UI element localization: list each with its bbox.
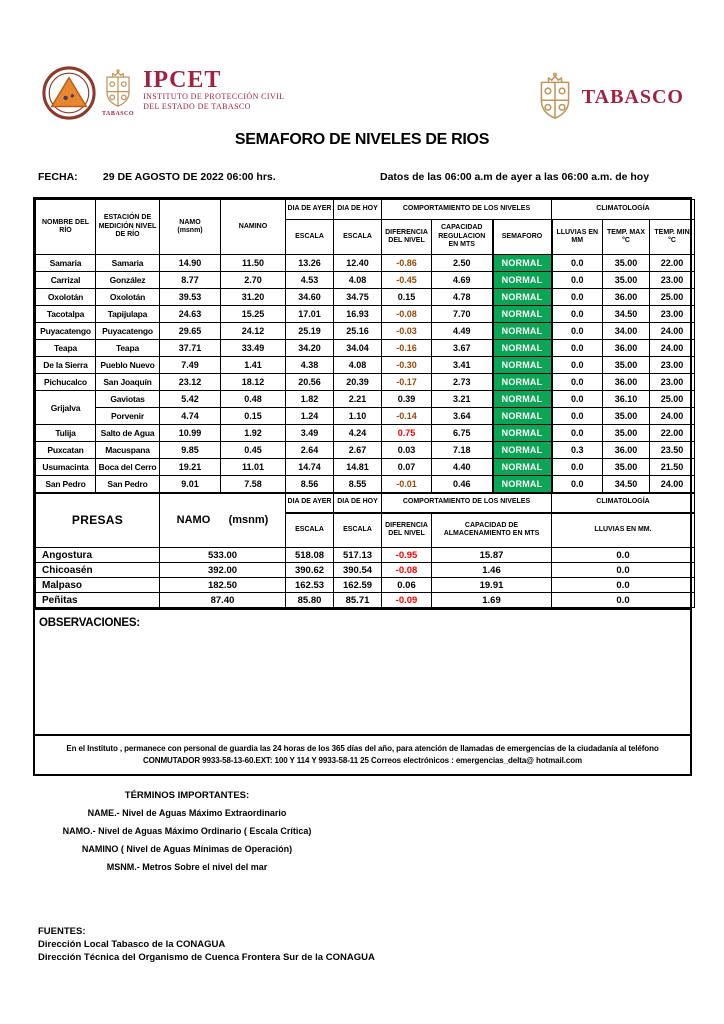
tabasco-brand	[536, 72, 684, 122]
namino-cell: 24.12	[221, 323, 286, 340]
dam-namo-cell: 533.00	[160, 548, 286, 563]
dams-col-storage-capacity: CAPACIDAD DE ALMACENAMIENTO EN MTS	[432, 513, 552, 548]
proteccion-civil-emblem-icon	[42, 66, 96, 120]
observations-box	[35, 608, 690, 734]
station-cell: San Joaquín	[96, 374, 160, 391]
river-row	[36, 459, 695, 476]
masthead	[42, 66, 694, 128]
river-name-cell: Pichucalco	[36, 374, 96, 391]
dam-row	[36, 578, 695, 593]
dam-name-cell: Chicoasén	[36, 563, 160, 578]
page-title: SEMAFORO DE NIVELES DE RIOS	[234, 131, 490, 148]
col-semaphore: SEMAFORO	[493, 220, 552, 255]
date-range-note: Datos de las 06:00 a.m de ayer a las 06:00 a.m. de hoy	[380, 171, 650, 183]
rain-cell: 0.0	[552, 357, 603, 374]
rain-cell: 0.0	[552, 408, 603, 425]
namino-cell: 1.41	[221, 357, 286, 374]
scale-today-cell: 8.55	[334, 476, 382, 493]
scale-yesterday-cell: 1.24	[286, 408, 334, 425]
temp-max-cell: 35.00	[603, 272, 650, 289]
temp-max-cell: 36.00	[603, 442, 650, 459]
col-group-climate: CLIMATOLOGÍA	[552, 200, 695, 220]
temp-min-cell: 23.00	[650, 374, 695, 391]
col-group-behavior: COMPORTAMIENTO DE LOS NIVELES	[382, 200, 552, 220]
col-temp-min: TEMP. MIN °C	[650, 220, 695, 255]
date-row	[38, 171, 692, 183]
namo-cell: 9.01	[160, 476, 221, 493]
scale-yesterday-cell: 20.56	[286, 374, 334, 391]
river-row	[36, 391, 695, 408]
rain-cell: 0.3	[552, 442, 603, 459]
dam-rain-cell: 0.0	[552, 578, 695, 593]
scale-today-cell: 4.08	[334, 357, 382, 374]
river-name-cell: Puyacatengo	[36, 323, 96, 340]
namo-cell: 10.99	[160, 425, 221, 442]
temp-min-cell: 23.00	[650, 306, 695, 323]
dam-level-diff-cell: -0.08	[382, 563, 432, 578]
dam-rain-cell: 0.0	[552, 548, 695, 563]
rain-cell: 0.0	[552, 272, 603, 289]
rain-cell: 0.0	[552, 459, 603, 476]
temp-min-cell: 25.00	[650, 289, 695, 306]
river-name-cell: Tacotalpa	[36, 306, 96, 323]
temp-min-cell: 21.50	[650, 459, 695, 476]
river-row	[36, 374, 695, 391]
station-cell: Porvenir	[96, 408, 160, 425]
observations-label: OBSERVACIONES:	[39, 617, 140, 629]
regulation-capacity-cell: 4.78	[432, 289, 493, 306]
namino-cell: 11.01	[221, 459, 286, 476]
scale-today-cell: 4.24	[334, 425, 382, 442]
regulation-capacity-cell: 3.41	[432, 357, 493, 374]
sources-section	[38, 925, 375, 964]
temp-max-cell: 35.00	[603, 255, 650, 272]
col-day-today: DIA DE HOY	[334, 200, 382, 220]
temp-max-cell: 34.50	[603, 476, 650, 493]
levels-table	[35, 199, 695, 608]
temp-min-cell: 23.50	[650, 442, 695, 459]
temp-max-cell: 34.50	[603, 306, 650, 323]
ipcet-acronym: IPCET	[143, 67, 222, 93]
namino-cell: 7.58	[221, 476, 286, 493]
station-cell: González	[96, 272, 160, 289]
scale-today-cell: 25.16	[334, 323, 382, 340]
col-regulation-capacity: CAPACIDAD REGULACION EN MTS	[432, 220, 493, 255]
semaphore-cell: NORMAL	[493, 272, 552, 289]
namino-cell: 11.50	[221, 255, 286, 272]
dam-rain-cell: 0.0	[552, 593, 695, 608]
rain-cell: 0.0	[552, 306, 603, 323]
tmax-label: TEMP. MAX	[607, 228, 645, 236]
scale-yesterday-cell: 4.38	[286, 357, 334, 374]
dams-col-level-diff: DIFERENCIA DEL NIVEL	[382, 513, 432, 548]
temp-max-cell: 35.00	[603, 408, 650, 425]
river-name-cell: Oxolotán	[36, 289, 96, 306]
semaphore-cell: NORMAL	[493, 255, 552, 272]
river-name-cell: Carrizal	[36, 272, 96, 289]
scale-today-cell: 4.08	[334, 272, 382, 289]
term-namo: NAMO.- Nivel de Aguas Máximo Ordinario ( Escala Crítica)	[62, 826, 312, 836]
namo-cell: 24.63	[160, 306, 221, 323]
river-name-cell: Samaria	[36, 255, 96, 272]
temp-max-cell: 35.00	[603, 357, 650, 374]
term-name: NAME.- Nivel de Aguas Máximo Extraordinario	[87, 808, 287, 818]
station-cell: Pueblo Nuevo	[96, 357, 160, 374]
river-name-cell: Puxcatan	[36, 442, 96, 459]
col-namo	[160, 200, 221, 255]
regulation-capacity-cell: 0.46	[432, 476, 493, 493]
river-row	[36, 255, 695, 272]
temp-min-cell: 24.00	[650, 323, 695, 340]
level-diff-cell: 0.39	[382, 391, 432, 408]
semaphore-cell: NORMAL	[493, 340, 552, 357]
dams-body	[36, 548, 695, 608]
river-name-cell: Teapa	[36, 340, 96, 357]
scale-yesterday-cell: 8.56	[286, 476, 334, 493]
footer-note	[35, 734, 690, 774]
namino-cell: 0.15	[221, 408, 286, 425]
scale-yesterday-cell: 2.64	[286, 442, 334, 459]
namino-cell: 2.70	[221, 272, 286, 289]
col-dams-namo	[160, 493, 286, 548]
station-cell: Teapa	[96, 340, 160, 357]
semaphore-cell: NORMAL	[493, 391, 552, 408]
semaphore-cell: NORMAL	[493, 374, 552, 391]
level-diff-cell: 0.03	[382, 442, 432, 459]
level-diff-cell: -0.01	[382, 476, 432, 493]
dam-storage-capacity-cell: 1.69	[432, 593, 552, 608]
river-row	[36, 357, 695, 374]
dam-scale-yesterday-cell: 85.80	[286, 593, 334, 608]
regulation-capacity-cell: 3.64	[432, 408, 493, 425]
dam-scale-today-cell: 85.71	[334, 593, 382, 608]
namino-cell: 31.20	[221, 289, 286, 306]
regulation-capacity-cell: 3.67	[432, 340, 493, 357]
dam-namo-cell: 87.40	[160, 593, 286, 608]
term-msnm: MSNM.- Metros Sobre el nivel del mar	[106, 862, 268, 872]
namino-cell: 0.48	[221, 391, 286, 408]
namo-cell: 5.42	[160, 391, 221, 408]
regulation-capacity-cell: 4.40	[432, 459, 493, 476]
station-cell: Samaria	[96, 255, 160, 272]
temp-max-cell: 35.00	[603, 425, 650, 442]
temp-min-cell: 24.00	[650, 476, 695, 493]
semaphore-cell: NORMAL	[493, 459, 552, 476]
level-diff-cell: -0.17	[382, 374, 432, 391]
dam-scale-today-cell: 162.59	[334, 578, 382, 593]
river-row	[36, 306, 695, 323]
river-row	[36, 272, 695, 289]
scale-yesterday-cell: 1.82	[286, 391, 334, 408]
report-frame	[33, 197, 692, 776]
col-scale-yesterday: ESCALA	[286, 220, 334, 255]
semaphore-cell: NORMAL	[493, 442, 552, 459]
dam-name-cell: Angostura	[36, 548, 160, 563]
regulation-capacity-cell: 3.21	[432, 391, 493, 408]
river-name-cell: San Pedro	[36, 476, 96, 493]
ipcet-subtitle-2: DEL ESTADO DE TABASCO	[143, 102, 251, 111]
river-row	[36, 408, 695, 425]
col-namino: NAMINO	[221, 200, 286, 255]
dam-row	[36, 548, 695, 563]
source-line-2: Dirección Técnica del Organismo de Cuenca Frontera Sur de la CONAGUA	[38, 952, 375, 963]
regulation-capacity-cell: 2.73	[432, 374, 493, 391]
station-cell: San Pedro	[96, 476, 160, 493]
temp-max-cell: 36.00	[603, 340, 650, 357]
source-line-1: Dirección Local Tabasco de la CONAGUA	[38, 939, 226, 950]
level-diff-cell: 0.75	[382, 425, 432, 442]
namino-cell: 15.25	[221, 306, 286, 323]
tabasco-crest-small	[102, 68, 134, 117]
date-label: FECHA:	[38, 171, 78, 183]
regulation-capacity-cell: 7.18	[432, 442, 493, 459]
river-row	[36, 340, 695, 357]
dams-header	[36, 493, 695, 548]
dam-namo-cell: 392.00	[160, 563, 286, 578]
dam-scale-yesterday-cell: 390.62	[286, 563, 334, 578]
footer-note-line1: En el Instituto , permanece con personal de guardia las 24 horas de los 365 días del año, para atención de llamadas de emergencias de la ciudadanía al teléfono	[66, 744, 659, 753]
scale-today-cell: 1.10	[334, 408, 382, 425]
scale-yesterday-cell: 14.74	[286, 459, 334, 476]
river-row	[36, 323, 695, 340]
level-diff-cell: -0.03	[382, 323, 432, 340]
dam-namo-cell: 182.50	[160, 578, 286, 593]
level-diff-cell: -0.16	[382, 340, 432, 357]
tmax-unit: °C	[622, 237, 630, 244]
scale-yesterday-cell: 13.26	[286, 255, 334, 272]
river-row	[36, 425, 695, 442]
terms-section	[22, 790, 352, 880]
dam-scale-yesterday-cell: 162.53	[286, 578, 334, 593]
scale-yesterday-cell: 34.20	[286, 340, 334, 357]
temp-min-cell: 23.00	[650, 272, 695, 289]
station-cell: Salto de Agua	[96, 425, 160, 442]
dam-name-cell: Malpaso	[36, 578, 160, 593]
dams-namo-unit: (msnm)	[228, 514, 269, 526]
level-diff-cell: 0.07	[382, 459, 432, 476]
dams-col-group-behavior: COMPORTAMIENTO DE LOS NIVELES	[382, 493, 552, 513]
regulation-capacity-cell: 6.75	[432, 425, 493, 442]
footer-note-line2: CONMUTADOR 9933-58-13-60.EXT: 100 Y 114 Y 9933-58-11 25 Correos electrónicos : emergencias_delta@ hotmail.com	[142, 756, 583, 765]
tabasco-crest-icon-right	[536, 72, 574, 122]
temp-max-cell: 34.00	[603, 323, 650, 340]
scale-yesterday-cell: 3.49	[286, 425, 334, 442]
semaphore-cell: NORMAL	[493, 306, 552, 323]
rain-cell: 0.0	[552, 340, 603, 357]
scale-today-cell: 34.75	[334, 289, 382, 306]
temp-max-cell: 36.00	[603, 374, 650, 391]
temp-max-cell: 36.10	[603, 391, 650, 408]
scale-today-cell: 12.40	[334, 255, 382, 272]
semaphore-cell: NORMAL	[493, 425, 552, 442]
semaphore-cell: NORMAL	[493, 476, 552, 493]
col-level-diff: DIFERENCIA DEL NIVEL	[382, 220, 432, 255]
level-diff-cell: -0.14	[382, 408, 432, 425]
rivers-body	[36, 255, 695, 493]
river-row	[36, 476, 695, 493]
namino-cell: 0.45	[221, 442, 286, 459]
scale-today-cell: 16.93	[334, 306, 382, 323]
sources-title: FUENTES:	[38, 926, 86, 937]
scale-today-cell: 20.39	[334, 374, 382, 391]
date-value: 29 DE AGOSTO DE 2022 06:00 hrs.	[102, 171, 276, 183]
namo-label: NAMO	[179, 218, 201, 226]
col-rain: LLUVIAS EN MM	[552, 220, 603, 255]
river-name-cell: Tulija	[36, 425, 96, 442]
level-diff-cell: -0.86	[382, 255, 432, 272]
dam-name-cell: Peñitas	[36, 593, 160, 608]
ipcet-subtitle-1: INSTITUTO DE PROTECCIÓN CIVIL	[143, 92, 285, 101]
namo-cell: 37.71	[160, 340, 221, 357]
dam-rain-cell: 0.0	[552, 563, 695, 578]
dam-level-diff-cell: -0.09	[382, 593, 432, 608]
semaphore-cell: NORMAL	[493, 289, 552, 306]
dam-row	[36, 563, 695, 578]
level-diff-cell: -0.08	[382, 306, 432, 323]
rain-cell: 0.0	[552, 323, 603, 340]
namo-cell: 39.53	[160, 289, 221, 306]
namino-cell: 18.12	[221, 374, 286, 391]
dam-level-diff-cell: 0.06	[382, 578, 432, 593]
semaphore-cell: NORMAL	[493, 323, 552, 340]
dam-scale-today-cell: 517.13	[334, 548, 382, 563]
dams-col-day-today: DIA DE HOY	[334, 493, 382, 513]
river-name-cell: Usumacinta	[36, 459, 96, 476]
temp-max-cell: 35.00	[603, 459, 650, 476]
temp-min-cell: 25.00	[650, 391, 695, 408]
namo-unit: (msnm)	[177, 227, 203, 234]
station-cell: Boca del Cerro	[96, 459, 160, 476]
namo-cell: 4.74	[160, 408, 221, 425]
level-diff-cell: 0.15	[382, 289, 432, 306]
scale-yesterday-cell: 4.53	[286, 272, 334, 289]
level-diff-cell: -0.30	[382, 357, 432, 374]
station-cell: Macuspana	[96, 442, 160, 459]
rain-cell: 0.0	[552, 289, 603, 306]
temp-min-cell: 22.00	[650, 255, 695, 272]
rain-cell: 0.0	[552, 425, 603, 442]
river-row	[36, 442, 695, 459]
col-temp-max	[603, 220, 650, 255]
scale-today-cell: 2.67	[334, 442, 382, 459]
dam-scale-yesterday-cell: 518.08	[286, 548, 334, 563]
namo-cell: 29.65	[160, 323, 221, 340]
dams-col-scale-today: ESCALA	[334, 513, 382, 548]
tabasco-crest-icon	[103, 68, 133, 110]
temp-min-cell: 24.00	[650, 340, 695, 357]
level-diff-cell: -0.45	[382, 272, 432, 289]
dam-row	[36, 593, 695, 608]
dam-level-diff-cell: -0.95	[382, 548, 432, 563]
scale-today-cell: 2.21	[334, 391, 382, 408]
dams-col-group-climate: CLIMATOLOGÍA	[552, 493, 695, 513]
tabasco-wordmark: TABASCO	[581, 85, 684, 108]
temp-max-cell: 36.00	[603, 289, 650, 306]
regulation-capacity-cell: 4.49	[432, 323, 493, 340]
rain-cell: 0.0	[552, 476, 603, 493]
namino-cell: 1.92	[221, 425, 286, 442]
station-cell: Puyacatengo	[96, 323, 160, 340]
col-river: NOMBRE DEL RÍO	[36, 200, 96, 255]
namo-cell: 23.12	[160, 374, 221, 391]
station-cell: Oxolotán	[96, 289, 160, 306]
namo-cell: 19.21	[160, 459, 221, 476]
dam-scale-today-cell: 390.54	[334, 563, 382, 578]
col-dams: PRESAS	[36, 493, 160, 548]
temp-min-cell: 23.00	[650, 357, 695, 374]
rain-cell: 0.0	[552, 255, 603, 272]
regulation-capacity-cell: 7.70	[432, 306, 493, 323]
rain-cell: 0.0	[552, 391, 603, 408]
dams-namo-label: NAMO	[176, 514, 211, 526]
dams-col-rain: LLUVIAS EN MM.	[552, 513, 695, 548]
dams-col-scale-yesterday: ESCALA	[286, 513, 334, 548]
ipcet-wordmark	[143, 68, 284, 112]
crest-caption: TABASCO	[102, 111, 135, 117]
dam-storage-capacity-cell: 1.46	[432, 563, 552, 578]
term-namino: NAMINO ( Nivel de Aguas Mínimas de Operación)	[81, 844, 293, 854]
col-scale-today: ESCALA	[334, 220, 382, 255]
semaphore-cell: NORMAL	[493, 408, 552, 425]
col-station: ESTACIÓN DE MEDICIÓN NIVEL DE RÍO	[96, 200, 160, 255]
rivers-header	[36, 200, 695, 255]
rain-cell: 0.0	[552, 374, 603, 391]
namo-cell: 7.49	[160, 357, 221, 374]
river-name-cell: De la Sierra	[36, 357, 96, 374]
col-day-yesterday: DIA DE AYER	[286, 200, 334, 220]
station-cell: Gaviotas	[96, 391, 160, 408]
dams-col-day-yesterday: DIA DE AYER	[286, 493, 334, 513]
river-row	[36, 289, 695, 306]
scale-today-cell: 34.04	[334, 340, 382, 357]
namo-cell: 14.90	[160, 255, 221, 272]
terms-title: TÉRMINOS IMPORTANTES:	[124, 790, 250, 801]
namo-cell: 9.85	[160, 442, 221, 459]
namino-cell: 33.49	[221, 340, 286, 357]
dam-storage-capacity-cell: 15.87	[432, 548, 552, 563]
semaphore-cell: NORMAL	[493, 357, 552, 374]
scale-today-cell: 14.81	[334, 459, 382, 476]
regulation-capacity-cell: 2.50	[432, 255, 493, 272]
temp-min-cell: 24.00	[650, 408, 695, 425]
scale-yesterday-cell: 34.60	[286, 289, 334, 306]
temp-min-cell: 22.00	[650, 425, 695, 442]
station-cell: Tapijulapa	[96, 306, 160, 323]
ipcet-brand	[42, 66, 285, 120]
regulation-capacity-cell: 4.69	[432, 272, 493, 289]
dam-storage-capacity-cell: 19.91	[432, 578, 552, 593]
scale-yesterday-cell: 17.01	[286, 306, 334, 323]
river-name-cell: Grijalva	[36, 391, 96, 425]
namo-cell: 8.77	[160, 272, 221, 289]
scale-yesterday-cell: 25.19	[286, 323, 334, 340]
